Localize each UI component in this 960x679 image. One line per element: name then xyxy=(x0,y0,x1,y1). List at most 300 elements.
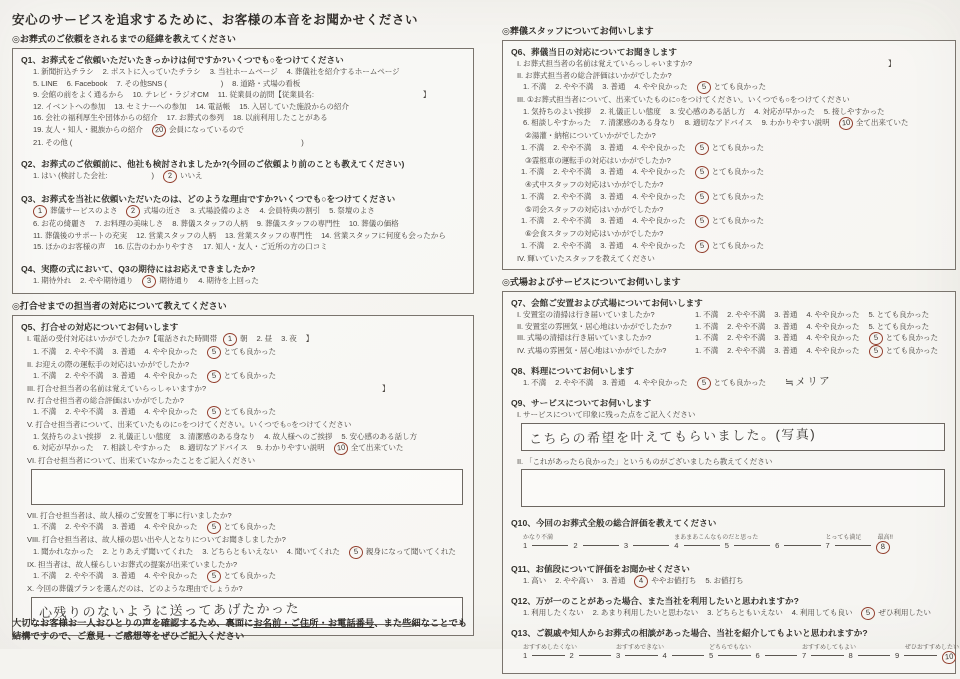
option: 1. 不満 xyxy=(695,333,719,342)
option: 14. 営業スタッフに何度も会ったから xyxy=(321,230,446,240)
line-label: I. お葬式担当者の名前は覚えていらっしゃいますか? xyxy=(517,59,693,68)
option-selected: 10 全て出来ていた xyxy=(334,443,404,452)
option: 5. とても良かった xyxy=(868,321,930,331)
scale-number-row xyxy=(942,651,957,664)
line-label: IV. 打合せ担当者の総合評価はいかがでしたか? xyxy=(27,395,184,405)
option: 4. やや良かった xyxy=(634,378,688,387)
option: ) xyxy=(151,171,154,180)
option: 7. その他SNS ( xyxy=(116,78,167,88)
option: 3. 普通 xyxy=(600,191,624,201)
option-selected: 5 とても良かった xyxy=(695,216,764,225)
option: 4. 故人様へのご挨拶 xyxy=(264,431,333,441)
scale-label: おすすめしたくない xyxy=(523,645,578,651)
section-heading: ◎葬儀スタッフについてお伺いします xyxy=(502,26,654,36)
scale-number-selected: 8 xyxy=(875,540,890,554)
option-line xyxy=(21,370,467,383)
question-box xyxy=(12,315,474,636)
option-selected: 4 ややお値打ち xyxy=(634,576,696,585)
spacer xyxy=(511,558,949,561)
option-selected: 5 とても良かった xyxy=(695,192,764,201)
question-title: Q3、お葬式を当社に依頼いただいたのは、どのような理由ですか?いくつでも○をつけてください xyxy=(21,194,396,204)
option: 2. やや不満 xyxy=(727,321,766,331)
scale-label: かなり不満 xyxy=(523,535,554,541)
scale-number: 1 xyxy=(523,651,528,660)
scale-point xyxy=(616,642,663,664)
option-line xyxy=(21,510,467,522)
option: 4. やや良かった xyxy=(632,142,686,152)
option: 】 xyxy=(305,333,314,343)
line-label: III. 打合せ担当者の名前は覚えていらっしゃいますか? xyxy=(27,384,207,393)
scale-point xyxy=(674,532,759,554)
option: 7. 相談しやすかった xyxy=(102,443,171,452)
option-line xyxy=(21,534,467,546)
spacer xyxy=(511,512,949,515)
option-selected: 5 とても良かった xyxy=(207,371,276,380)
question-title: Q2、お葬式のご依頼前に、他社も検討されましたか?(今回のご依頼より前のことも教えてください) xyxy=(21,159,405,169)
option: 18. 以前利用したことがある xyxy=(232,113,328,122)
option: 3. 清潔感のある身なり xyxy=(179,431,256,441)
option-selected: 2 式場の近さ xyxy=(126,206,180,215)
option-line xyxy=(21,583,467,595)
option: 8. 適切なアドバイス xyxy=(179,443,248,452)
option: ) xyxy=(301,137,304,147)
option-line xyxy=(21,546,467,559)
question-title: Q6、葬儀当日の対応についてお聞きします xyxy=(511,47,677,57)
question-title: Q11、お値段について評価をお聞かせください xyxy=(511,564,690,574)
selected-option-circle: 10 xyxy=(838,116,853,130)
line-label: II. 「これがあったら良かった」というものがございましたら教えてください xyxy=(517,456,773,466)
scale-line xyxy=(579,655,611,656)
option-line xyxy=(511,240,949,253)
option-line xyxy=(511,166,949,179)
option: 5. LINE xyxy=(33,78,58,88)
option: 14. 電話帳 xyxy=(195,101,231,111)
selected-option-circle: 5 xyxy=(694,190,709,204)
option-line xyxy=(511,607,949,620)
scale-number-row xyxy=(756,651,803,660)
option: 2. やや高い xyxy=(555,576,594,585)
spacer xyxy=(21,148,467,156)
option: 2. やや不満 xyxy=(555,82,594,91)
option: 4. やや良かった xyxy=(806,333,860,342)
option: 4. やや良かった xyxy=(632,191,686,201)
page-title: 安心のサービスを追求するために、お客様の本音をお聞かせください xyxy=(12,13,419,27)
selected-option-circle: 20 xyxy=(151,123,166,137)
option-selected: 5 とても良かった xyxy=(697,82,766,91)
rating-scale xyxy=(523,532,891,554)
line-label: V. 打合せ担当者について、出来ていたものに○をつけてください。いくつでも○をつけてください xyxy=(27,420,352,429)
option-line xyxy=(511,179,949,191)
option: 3. 普通 xyxy=(600,142,624,152)
scale-line xyxy=(784,545,820,546)
option: 1. 不満 xyxy=(521,167,545,176)
scale-point xyxy=(570,642,617,664)
option-selected: 5 とても良かった xyxy=(207,407,276,416)
option-line xyxy=(21,346,467,359)
handwritten-note: ≒メリア xyxy=(784,375,832,389)
option: 2. やや不満 xyxy=(65,522,104,531)
option: 2. やや不満 xyxy=(65,346,104,356)
option: 1. 不満 xyxy=(695,346,719,355)
option: 6. お花の綺麗さ xyxy=(33,219,87,228)
scale-label: おすすめしてもよい xyxy=(802,645,857,651)
scale-number-row xyxy=(624,541,674,550)
write-in-box xyxy=(31,469,463,505)
question-title: Q1、お葬式をご依頼いただいたきっかけは何ですか?いくつでも○をつけてください xyxy=(21,55,344,65)
footer-underlined-text: お名前・ご住所・お電話番号 xyxy=(253,618,375,628)
scale-number: 6 xyxy=(775,541,780,550)
option: 3. 普通 xyxy=(602,82,626,91)
option-line xyxy=(21,275,467,288)
option-line xyxy=(21,383,467,395)
spacer xyxy=(21,253,467,261)
option: 3. 普通 xyxy=(774,333,798,342)
line-label: III. ①お葬式担当者について、出来ていたものに○をつけてください。いくつでも○をつけてください xyxy=(517,95,850,104)
scale-number-row xyxy=(674,541,724,550)
spacer xyxy=(21,183,467,191)
option-line xyxy=(511,130,949,142)
line-label: ⑥会食スタッフの対応はいかがでしたか? xyxy=(525,229,664,238)
line-label: II. お葬式担当者の総合評価はいかがでしたか? xyxy=(517,70,672,80)
option: 4. やや良かった xyxy=(632,167,686,176)
scale-point xyxy=(523,532,573,554)
option: 2. やや不満 xyxy=(555,378,594,387)
option: 3. 普通 xyxy=(112,522,136,531)
option: 3. 普通 xyxy=(602,378,626,387)
option: 13. 営業スタッフの専門性 xyxy=(224,230,313,240)
line-label: IX. 担当者は、故人様らしいお葬式の提案が出来ていましたか? xyxy=(27,559,237,569)
scale-number: 9 xyxy=(895,651,900,660)
option: 17. お葬式の参列 xyxy=(166,113,224,122)
scale-line xyxy=(633,545,669,546)
option: 1. 不満 xyxy=(521,216,545,225)
option: 4. やや良かった xyxy=(144,407,198,416)
option: 1. 不満 xyxy=(33,571,57,580)
option: 1. 不満 xyxy=(695,310,719,319)
question-box xyxy=(502,40,956,270)
option: 2. とりあえず聞いてくれた xyxy=(102,546,194,556)
option: 15. ほかのお客様の声 xyxy=(33,242,106,251)
option: 2. やや不満 xyxy=(65,371,104,380)
spacer xyxy=(511,620,949,625)
option: 2. やや不満 xyxy=(553,191,592,201)
option: 7. お料理の美味しさ xyxy=(95,219,164,228)
option: 5. 安心感のある話し方 xyxy=(341,431,417,441)
selected-option-circle: 5 xyxy=(696,376,711,390)
option: 16. 広告のわかりやすさ xyxy=(114,242,194,251)
option-line xyxy=(21,89,467,101)
option-line xyxy=(21,359,467,371)
scale-line xyxy=(718,655,750,656)
option-line xyxy=(21,395,467,407)
option-selected: 5 とても良かった xyxy=(869,332,938,345)
option-line xyxy=(511,377,949,390)
selected-option-circle: 5 xyxy=(206,369,221,383)
scale-number-row xyxy=(895,651,942,660)
scale-line xyxy=(734,545,770,546)
option: 2. あまり利用したいと思わない xyxy=(592,608,699,617)
scale-line xyxy=(835,545,871,546)
selected-option-circle: 3 xyxy=(142,274,157,288)
option: 2. やや不満 xyxy=(553,216,592,225)
option: 4. 会員特典の割引 xyxy=(259,206,321,215)
selected-option-circle: 5 xyxy=(206,405,221,419)
scale-number-row xyxy=(802,651,849,660)
option-line xyxy=(511,81,949,94)
option-line xyxy=(511,321,949,333)
option-line xyxy=(511,253,949,265)
option: 1. 高い xyxy=(523,576,547,585)
scale-number-row xyxy=(709,651,756,660)
option: 9. わかりやすい説明 xyxy=(761,118,830,127)
selected-option-circle: 4 xyxy=(634,574,649,588)
option: 】 xyxy=(422,90,431,99)
option-selected: 5 とても良かった xyxy=(695,241,764,250)
line-label: I. 電話の受付対応はいかがでしたか?【電話された時間帯 xyxy=(27,333,217,343)
scale-number-row xyxy=(849,651,896,660)
option: 3. 普通 xyxy=(600,167,624,176)
scale-line xyxy=(532,655,564,656)
selected-option-circle: 5 xyxy=(694,141,709,155)
option-selected: 5 ぜひ利用したい xyxy=(861,608,930,617)
selected-option-circle: 5 xyxy=(694,165,709,179)
scale-number: 5 xyxy=(724,541,729,550)
option-line xyxy=(511,204,949,216)
option-selected: 1 朝 xyxy=(223,334,248,343)
option-line xyxy=(511,58,949,70)
line-label: VIII. 打合せ担当者は、故人様の思い出や人となりについてお聞きしましたか? xyxy=(27,535,286,544)
scale-number: 8 xyxy=(848,651,853,660)
option: 8. 適切なアドバイス xyxy=(684,118,753,127)
option-line xyxy=(21,559,467,571)
question-title: Q8、料理についてお伺いします xyxy=(511,366,635,376)
scale-point xyxy=(775,532,825,554)
option: 3. 当社ホームページ xyxy=(209,67,278,76)
option: 1. 利用したくない xyxy=(523,608,584,617)
option: 4. やや良かった xyxy=(144,522,198,531)
option: 】 xyxy=(888,59,896,68)
selected-option-circle: 1 xyxy=(222,332,237,346)
option: 5. お値打ち xyxy=(705,576,744,585)
line-label: ④式中スタッフの対応はいかがでしたか? xyxy=(525,180,664,189)
option: 1. 気持ちのよい挨拶 xyxy=(33,431,102,441)
option: 4. 聞いてくれた xyxy=(286,546,340,556)
option-line xyxy=(511,191,949,204)
selected-option-circle: 5 xyxy=(206,345,221,359)
option-line xyxy=(21,521,467,534)
option: 3. 普通 xyxy=(112,571,136,580)
option: 3. 夜 xyxy=(281,333,297,343)
scale-line xyxy=(858,655,890,656)
option-line xyxy=(511,106,949,118)
selected-option-circle: 5 xyxy=(694,214,709,228)
option-selected: 10 全て出来ていた xyxy=(839,118,909,127)
option: 2. ポストに入っていたチラシ xyxy=(102,67,201,76)
scale-point xyxy=(624,532,674,554)
option-line xyxy=(511,70,949,82)
selected-option-circle: 5 xyxy=(206,520,221,534)
scale-point xyxy=(904,642,959,664)
option-line xyxy=(21,205,467,218)
option: 2. やや不満 xyxy=(553,142,592,152)
option: 4. 期待を上回った xyxy=(198,275,259,285)
option-line xyxy=(21,455,467,467)
option-line xyxy=(21,218,467,230)
option: 3. 普通 xyxy=(112,407,136,416)
option: 1. 不満 xyxy=(521,142,545,152)
option: 4. やや良かった xyxy=(806,346,860,355)
option: 11. 従業員の訪問【従業員名: xyxy=(217,90,314,99)
option: 10. テレビ・ラジオCM xyxy=(132,90,209,99)
scale-number-row xyxy=(826,541,876,550)
option: 1. 聞かれなかった xyxy=(33,546,94,556)
option: 9. 会館の前をよく通るから xyxy=(33,90,124,99)
option-line xyxy=(21,333,467,346)
option-line xyxy=(21,124,467,137)
option: 1. 不満 xyxy=(523,82,547,91)
question-box xyxy=(502,291,959,674)
option: 2. やや期待通り xyxy=(80,275,134,285)
option: 2. やや不満 xyxy=(727,310,766,319)
option-selected: 5 親身になって聞いてくれた xyxy=(349,547,456,556)
scale-point xyxy=(802,642,857,664)
option-line xyxy=(511,332,949,345)
scale-number: 4 xyxy=(674,541,679,550)
selected-option-circle: 1 xyxy=(32,204,47,218)
selected-option-circle: 5 xyxy=(348,545,363,559)
option-line xyxy=(21,419,467,431)
line-label: I. 安置室の清掃は行き届いていましたか? xyxy=(517,310,655,319)
scale-number-row xyxy=(573,541,623,550)
write-in-box xyxy=(521,469,945,507)
option-line xyxy=(21,431,467,443)
spacer xyxy=(511,390,949,395)
option-line xyxy=(21,66,467,78)
scale-line xyxy=(811,655,843,656)
option: 5. 接しやすかった xyxy=(823,106,885,116)
option: 8. 葬儀スタッフの人柄 xyxy=(172,219,248,228)
option: 5. とても良かった xyxy=(868,310,930,319)
option-line xyxy=(511,575,949,588)
option: 4. やや良かった xyxy=(144,571,198,580)
option: 3. 普通 xyxy=(600,216,624,225)
option-line xyxy=(21,137,467,149)
selected-option-circle: 5 xyxy=(868,344,883,358)
option-line xyxy=(511,456,949,468)
option: 1. 不満 xyxy=(33,407,57,416)
option: 1. 期待外れ xyxy=(33,275,72,285)
question-title: Q10、今回のお葬式全般の総合評価を教えてください xyxy=(511,518,717,528)
option: 4. やや良かった xyxy=(144,346,198,356)
option-selected: 5 とても良かった xyxy=(869,345,938,358)
option: 1. 不満 xyxy=(523,378,547,387)
option: 2. 昼 xyxy=(256,333,273,343)
selected-option-circle: 2 xyxy=(126,204,141,218)
option: 3. 普通 xyxy=(774,346,798,355)
scale-point xyxy=(663,642,710,664)
footer-text-line2: 結構ですので、ご意見・ご感想等をぜひご記入ください xyxy=(12,630,245,641)
option: 12. 営業スタッフの人柄 xyxy=(136,230,216,240)
line-label: II. お迎えの際の運転手の対応はいかがでしたか? xyxy=(27,359,190,369)
option-selected: 5 とても良かった xyxy=(207,347,276,356)
option: 9. わかりやすい説明 xyxy=(256,443,325,452)
scale-point xyxy=(573,532,623,554)
scale-number-row xyxy=(523,541,573,550)
option-line xyxy=(21,241,467,253)
line-label: ②湯灌・納棺についていかがでしたか? xyxy=(525,131,656,140)
option: 7. 清潔感のある身なり xyxy=(600,118,676,127)
option-line xyxy=(511,345,949,358)
line-label: VII. 打合せ担当者は、故人様のご安置を丁寧に行いましたか? xyxy=(27,510,232,520)
option-line xyxy=(21,230,467,242)
line-label: III. 式場の清掃は行き届いていましたか? xyxy=(517,333,652,342)
scale-point xyxy=(849,642,896,664)
line-label: II. 安置室の雰囲気・居心地はいかがでしたか? xyxy=(517,321,672,331)
option: 3. どちらともいえない xyxy=(707,608,783,617)
option: 19. 友人・知人・親族からの紹介 xyxy=(33,124,143,134)
option-line xyxy=(21,112,467,124)
option: 12. イベントへの参加 xyxy=(33,101,106,111)
option: 1. 新聞折込チラシ xyxy=(33,67,94,76)
option: 2. やや不満 xyxy=(65,571,104,580)
option: 2. 礼儀正しい態度 xyxy=(110,431,171,441)
option: 4. やや良かった xyxy=(806,310,860,319)
selected-option-circle: 5 xyxy=(861,606,876,620)
option-line xyxy=(21,442,467,455)
option-selected: 20 会員になっているので xyxy=(152,125,244,134)
option-line xyxy=(511,215,949,228)
option: 1. 不満 xyxy=(695,321,719,331)
scale-point xyxy=(756,642,803,664)
option: ) xyxy=(220,78,224,88)
option-selected: 5 とても良かった xyxy=(695,143,764,152)
option: 3. 普通 xyxy=(774,310,798,319)
scale-number: 7 xyxy=(825,541,830,550)
option-line xyxy=(21,101,467,113)
question-title: Q4、実際の式において、Q3の期待にはお応えできましたか? xyxy=(21,263,256,274)
option: 1. 不満 xyxy=(33,522,57,531)
scale-label: ぜひおすすめしたい xyxy=(904,645,959,651)
option: 3. 普通 xyxy=(774,321,798,331)
right-column xyxy=(502,22,959,679)
scale-number: 1 xyxy=(523,541,528,550)
option: 15. 入居していた施設からの紹介 xyxy=(239,101,349,111)
scale-point xyxy=(709,642,756,664)
scale-label: どちらでもない xyxy=(709,645,751,651)
scale-number-row xyxy=(725,541,775,550)
rating-scale xyxy=(523,642,957,664)
option-line xyxy=(511,309,949,321)
scale-number: 6 xyxy=(755,651,760,660)
scale-label: とっても満足 xyxy=(825,535,862,541)
scale-number: 2 xyxy=(573,541,578,550)
scale-line xyxy=(672,655,704,656)
option: 1. 不満 xyxy=(521,240,545,250)
option-selected: 5 とても良かった xyxy=(695,167,764,176)
option: 2. やや不満 xyxy=(727,333,766,342)
option: 1. はい (検討した会社: xyxy=(33,171,108,180)
option: 1. 不満 xyxy=(33,371,57,380)
option: 3. どちらともいえない xyxy=(202,546,278,556)
option: 9. 葬儀スタッフの専門性 xyxy=(256,219,340,228)
line-label: X. 今回の葬儀プランを選んだのは、どのような理由でしょうか? xyxy=(27,584,243,593)
scale-line xyxy=(765,655,797,656)
option: 4. 利用しても良い xyxy=(791,608,853,617)
question-title: Q9、サービスについてお伺いします xyxy=(511,398,652,408)
scale-number: 2 xyxy=(569,651,574,660)
option-line xyxy=(21,570,467,583)
scale-number: 4 xyxy=(662,651,667,660)
